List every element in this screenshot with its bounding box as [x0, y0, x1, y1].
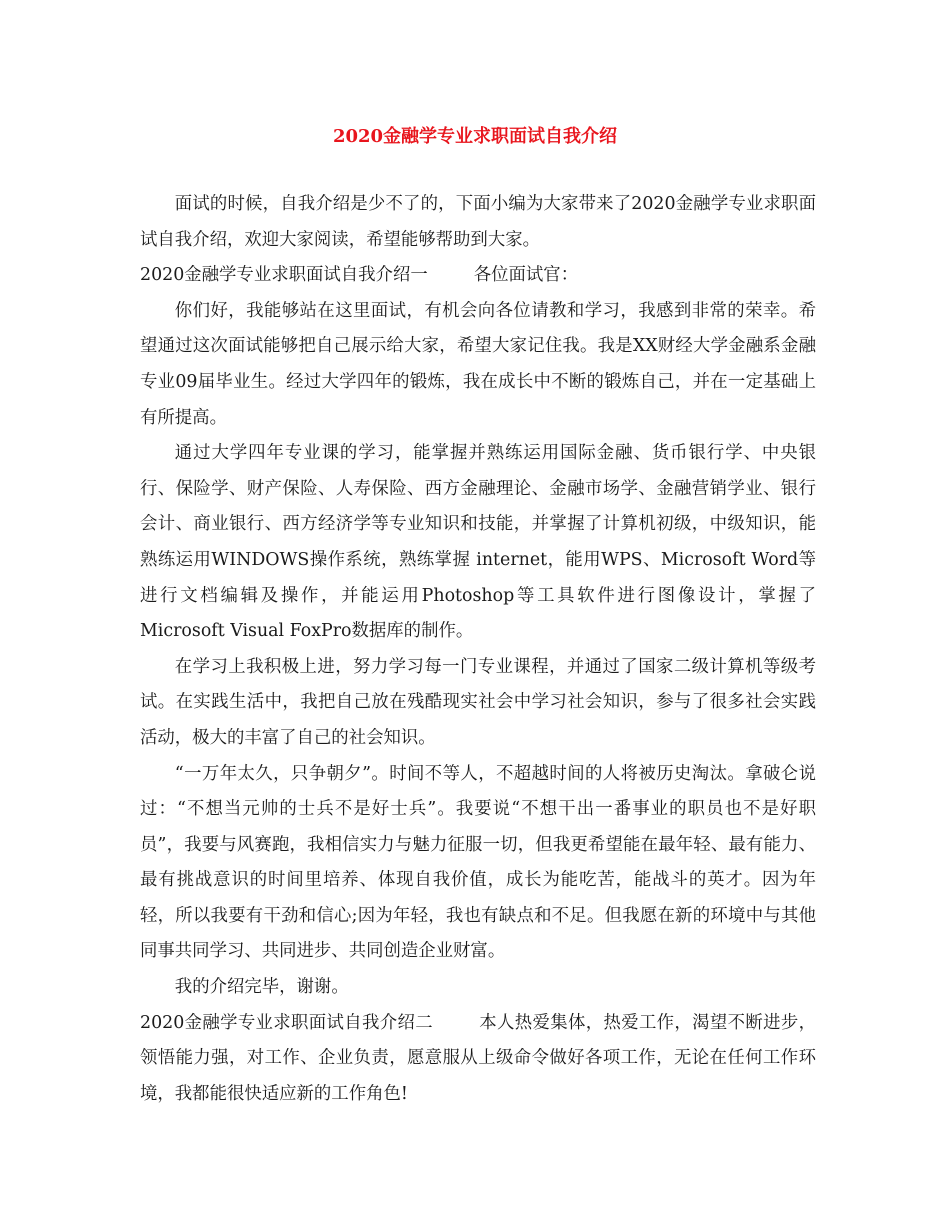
intro-paragraph: 面试的时候，自我介绍是少不了的，下面小编为大家带来了2020金融学专业求职面试自我介绍，欢迎大家阅读，希望能够帮助到大家。	[140, 194, 816, 250]
document-title: 2020金融学专业求职面试自我介绍	[332, 126, 618, 147]
section-1-heading: 2020金融学专业求职面试自我介绍一	[140, 265, 428, 286]
section-1-closing: 我的介绍完毕，谢谢。	[174, 977, 349, 998]
section-1-paragraph: 在学习上我积极上进，努力学习每一门专业课程，并通过了国家二级计算机等级考试。在实践生活中，我把自己放在残酷现实社会中学习社会知识，参与了很多社会实践活动，极大的丰富了自己的社会知识。	[140, 656, 816, 748]
section-1-paragraph: 通过大学四年专业课的学习，能掌握并熟练运用国际金融、货币银行学、中央银行、保险学、财产保险、人寿保险、西方金融理论、金融市场学、金融营销学业、银行会计、商业银行、西方经济学等专业知识和技能，并掌握了计算机初级，中级知识，能熟练运用WINDOWS操作系统，熟练掌握 internet，能用WPS、Microsoft Word等进行文档编辑及操作，并能运用Photoshop等工具软件进行图像设计，掌握了Microsoft Visual FoxPro数据库的制作。	[140, 443, 816, 642]
section-2-line	[140, 1006, 816, 1113]
document-body	[140, 187, 816, 1112]
section-2-text: 本人热爱集体，热爱工作，渴望不断进步，领悟能力强，对工作、企业负责，愿意服从上级命令做好各项工作，无论在任何工作环境，我都能很快适应新的工作角色!	[140, 1012, 816, 1104]
section-1-paragraph: 你们好，我能够站在这里面试，有机会向各位请教和学习，我感到非常的荣幸。希望通过这次面试能够把自己展示给大家，希望大家记住我。我是XX财经大学金融系金融专业09届毕业生。经过大学四年的锻炼，我在成长中不断的锻炼自己，并在一定基础上有所提高。	[140, 300, 816, 428]
section-1-paragraph: “一万年太久，只争朝夕”。时间不等人，不超越时间的人将被历史淘汰。拿破仑说过：“不想当元帅的士兵不是好士兵”。我要说“不想干出一番事业的职员也不是好职员”，我要与风赛跑，我相信实力与魅力征服一切，但我更希望能在最年轻、最有能力、最有挑战意识的时间里培养、体现自我价值，成长为能吃苦，能战斗的英才。因为年轻，所以我要有干劲和信心;因为年轻，我也有缺点和不足。但我愿在新的环境中与其他同事共同学习、共同进步、共同创造企业财富。	[140, 763, 816, 962]
greeting: 各位面试官：	[473, 265, 579, 286]
section-1-heading-line	[140, 258, 816, 294]
section-2-heading: 2020金融学专业求职面试自我介绍二	[140, 1012, 433, 1033]
